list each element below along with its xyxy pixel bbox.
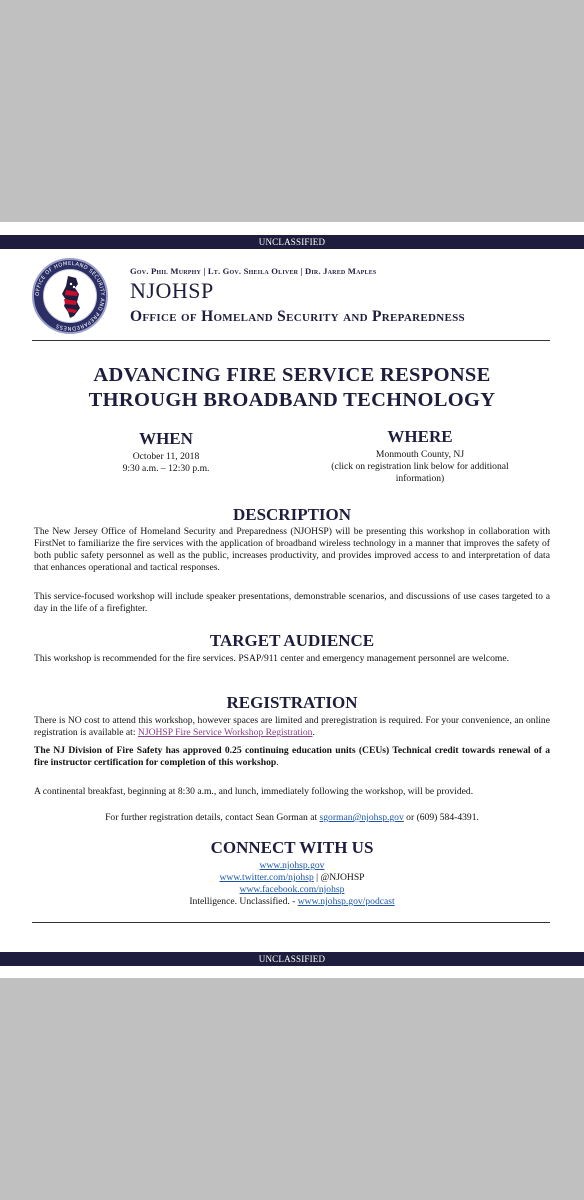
- registration-paragraph-3: A continental breakfast, beginning at 8:30 a.m., and lunch, immediately following the workshop, will be provided.: [34, 786, 474, 797]
- event-location: Monmouth County, NJ: [375, 449, 465, 460]
- registration-heading: REGISTRATION: [226, 693, 358, 712]
- website-link[interactable]: www.njohsp.gov: [259, 860, 325, 871]
- title-line-2: THROUGH BROADBAND TECHNOLOGY: [88, 389, 496, 411]
- njohsp-seal-logo: [32, 258, 108, 334]
- description-paragraph-2: This service-focused workshop will include speaker presentations, demonstrable scenarios, and discussions of use cases targeted to a day in the life of a firefighter.: [34, 591, 550, 614]
- description-heading: DESCRIPTION: [232, 505, 352, 524]
- registration-paragraph-1: [34, 715, 550, 739]
- registration-paragraph-2: [34, 745, 550, 769]
- twitter-handle: | @NJOHSP: [313, 872, 365, 883]
- title-line-1: ADVANCING FIRE SERVICE RESPONSE: [93, 364, 491, 386]
- podcast-link[interactable]: www.njohsp.gov/podcast: [297, 896, 395, 907]
- connect-heading: CONNECT WITH US: [210, 838, 374, 857]
- event-date: October 11, 2018: [132, 451, 200, 462]
- ceu-statement: The NJ Division of Fire Safety has approved 0.25 continuing education units (CEUs) Technical credit towards renewal of a fire instructor certification for completion of this workshop: [34, 745, 550, 768]
- registration-period: .: [312, 727, 315, 738]
- facebook-link[interactable]: www.facebook.com/njohsp: [239, 884, 345, 895]
- twitter-link[interactable]: www.twitter.com/njohsp: [219, 872, 314, 883]
- audience-text: This workshop is recommended for the fire services. PSAP/911 center and emergency management personnel are welcome.: [34, 653, 510, 664]
- connect-links: [0, 860, 584, 908]
- header-divider: [32, 340, 550, 341]
- contact-email-link[interactable]: sgorman@njohsp.gov: [319, 812, 404, 823]
- officials-line: Gov. Phil Murphy | Lt. Gov. Sheila Oliver | Dir. Jared Maples: [130, 266, 377, 276]
- event-time: 9:30 a.m. – 12:30 p.m.: [122, 463, 210, 474]
- svg-text:OFFICE OF HOMELAND SECURITY AN: [35, 261, 105, 331]
- classification-banner-bottom: UNCLASSIFIED: [0, 952, 584, 966]
- where-note-2: information): [395, 473, 445, 484]
- contact-phone: or (609) 584-4391.: [403, 812, 479, 823]
- seal-text: OFFICE OF HOMELAND SECURITY AND PREPAREDNESS: [34, 260, 106, 332]
- registration-link[interactable]: NJOHSP Fire Service Workshop Registration: [137, 727, 313, 738]
- seal-ring-text: [32, 258, 108, 334]
- registration-text: There is NO cost to attend this workshop, however spaces are limited and preregistration is required. For your convenience, an online registration is available at:: [34, 715, 550, 738]
- where-note-1: (click on registration link below for additional: [331, 461, 509, 472]
- ceu-period: .: [276, 757, 279, 768]
- where-details: [300, 449, 540, 485]
- registration-contact: [0, 812, 584, 824]
- agency-name: NJOHSP: [130, 278, 214, 303]
- contact-prefix: For further registration details, contact Sean Gorman at: [105, 812, 320, 823]
- when-details: [96, 451, 236, 475]
- where-heading: WHERE: [387, 427, 453, 446]
- audience-heading: TARGET AUDIENCE: [209, 631, 375, 650]
- office-name: Office of Homeland Security and Preparedness: [130, 308, 465, 325]
- workshop-title: [0, 363, 584, 413]
- when-heading: WHEN: [139, 429, 193, 448]
- flyer-page: [0, 222, 584, 978]
- podcast-prefix: Intelligence. Unclassified. -: [189, 896, 298, 907]
- footer-divider: [32, 922, 550, 923]
- classification-banner-top: UNCLASSIFIED: [0, 235, 584, 249]
- description-paragraph-1: The New Jersey Office of Homeland Security and Preparedness (NJOHSP) will be presenting this workshop in collaboration with FirstNet to familiarize the fire services with the application of broadband wireless technology in a manner that improves the safety of both public safety personnel as well as the public, increases productivity, and provides improved access to and interpretation of data that enhances operational and tactical responses.: [34, 526, 550, 573]
